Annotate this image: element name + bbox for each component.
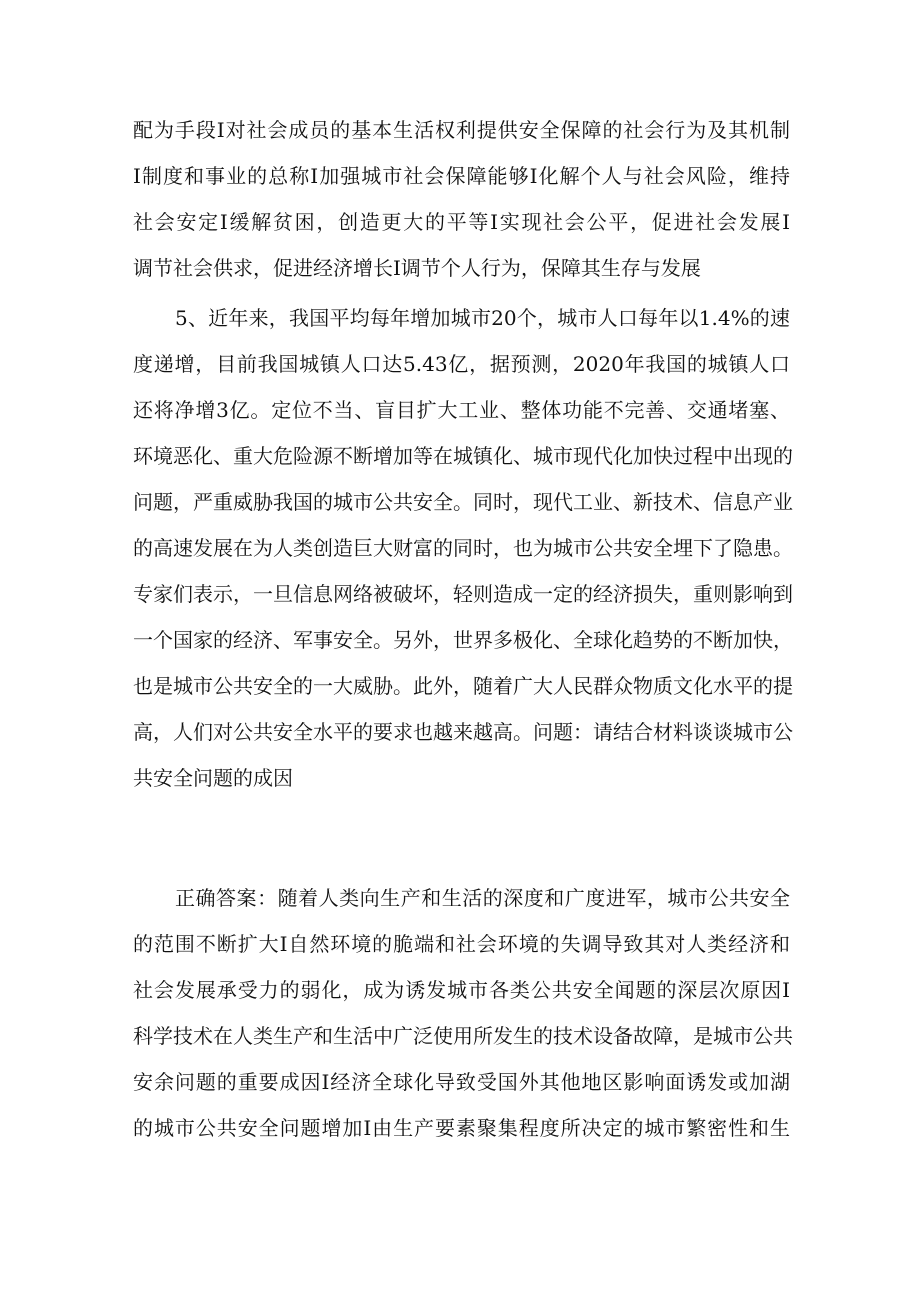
- text-line: Ⅰ制度和事业的总称Ⅰ加强城市社会保障能够Ⅰ化解个人与社会风险，维持: [133, 164, 790, 188]
- text-line: 共安全问题的成因: [133, 766, 293, 790]
- text-line: 度递增，目前我国城镇人口达5.43亿，据预测，2020年我国的城镇人口: [133, 352, 790, 376]
- text-line: 配为手段Ⅰ对社会成员的基本生活权利提供安全保障的社会行为及其机制: [133, 118, 790, 142]
- text-line: 也是城市公共安全的一大威胁。此外，随着广大人民群众物质文化水平的提: [133, 674, 793, 698]
- text-line: 的高速发展在为人类创造巨大财富的同时，也为城市公共安全埋下了隐患。: [133, 536, 793, 560]
- text-line: 调节社会供求，促进经济增长Ⅰ调节个人行为，保障其生存与发展: [133, 256, 701, 280]
- text-line: 社会安定Ⅰ缓解贫困，创造更大的平等Ⅰ实现社会公平，促进社会发展Ⅰ: [133, 210, 790, 234]
- text-line: 专家们表示，一旦信息网络被破坏，轻则造成一定的经济损失，重则影响到: [133, 582, 793, 606]
- text-line: 的城市公共安全问题增加Ⅰ由生产要素聚集程度所决定的城市繁密性和生: [133, 1116, 790, 1140]
- text-line: 环境恶化、重大危险源不断增加等在城镇化、城市现代化加快过程中出现的: [133, 444, 793, 468]
- text-line: 的范围不断扩大Ⅰ自然环境的脆端和社会环境的失调导致其对人类经济和: [133, 932, 790, 956]
- text-line: 高，人们对公共安全水平的要求也越来越高。问题：请结合材料谈谈城市公: [133, 720, 793, 744]
- text-line: 科学技术在人类生产和生活中广泛使用所发生的技术设备故障，是城市公共: [133, 1024, 793, 1048]
- text-line: 问题，严重威胁我国的城市公共安全。同时，现代工业、新技术、信息产业: [133, 490, 793, 514]
- text-line: 5、近年来，我国平均每年增加城市20个，城市人口每年以1.4%的速: [175, 306, 790, 330]
- text-line: 安余问题的重要成因Ⅰ经济全球化导致受国外其他地区影响面诱发或加湖: [133, 1070, 790, 1094]
- text-line: 社会发展承受力的弱化，成为诱发城市各类公共安全闻题的深层次原因Ⅰ: [133, 978, 790, 1002]
- text-line: 还将净增3亿。定位不当、盲目扩大工业、整体功能不完善、交通堵塞、: [133, 398, 790, 422]
- text-line: 一个国家的经济、军事安全。另外，世界多极化、全球化趋势的不断加快，: [133, 628, 793, 652]
- text-line: 正确答案：随着人类向生产和生活的深度和广度进军，城市公共安全: [175, 886, 790, 910]
